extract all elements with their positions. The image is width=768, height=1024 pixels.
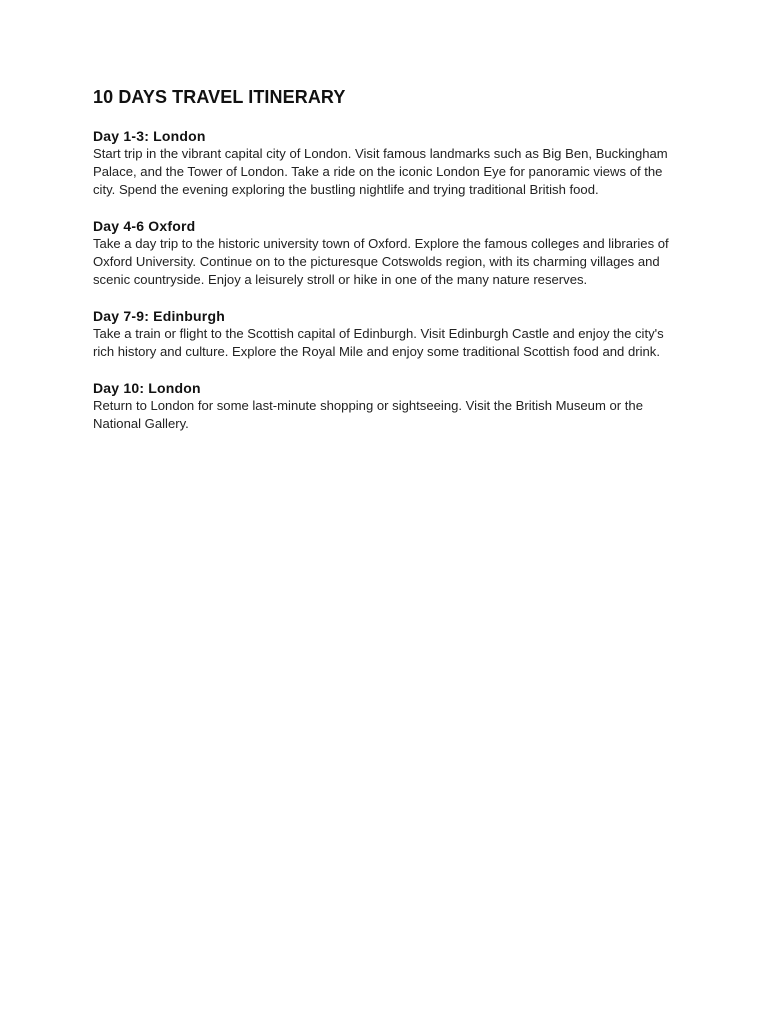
section-heading: Day 4-6 Oxford [93, 218, 196, 234]
itinerary-section-day-1-3 [93, 127, 683, 199]
section-body: Return to London for some last-minute shopping or sightseeing. Visit the British Museum or the National Gallery. [93, 398, 643, 431]
itinerary-section-day-10 [93, 379, 683, 433]
section-body: Take a day trip to the historic university town of Oxford. Explore the famous colleges and libraries of Oxford University. Continue on to the picturesque Cotswolds region, with its charming villages and scenic countryside. Enjoy a leisurely stroll or hike in one of the many nature reserves. [93, 236, 669, 287]
document-title: 10 DAYS TRAVEL ITINERARY [93, 87, 346, 107]
section-heading: Day 1-3: London [93, 128, 206, 144]
itinerary-section-day-7-9 [93, 307, 683, 361]
section-body: Start trip in the vibrant capital city of London. Visit famous landmarks such as Big Ben, Buckingham Palace, and the Tower of London. Take a ride on the iconic London Eye for panoramic views of the city. Spend the evening exploring the bustling nightlife and trying traditional British food. [93, 146, 668, 197]
document-page [93, 86, 683, 433]
section-heading: Day 7-9: Edinburgh [93, 308, 225, 324]
itinerary-section-day-4-6 [93, 217, 683, 289]
section-heading: Day 10: London [93, 380, 201, 396]
section-body: Take a train or flight to the Scottish capital of Edinburgh. Visit Edinburgh Castle and enjoy the city's rich history and culture. Explore the Royal Mile and enjoy some traditional Scottish food and drink. [93, 326, 664, 359]
